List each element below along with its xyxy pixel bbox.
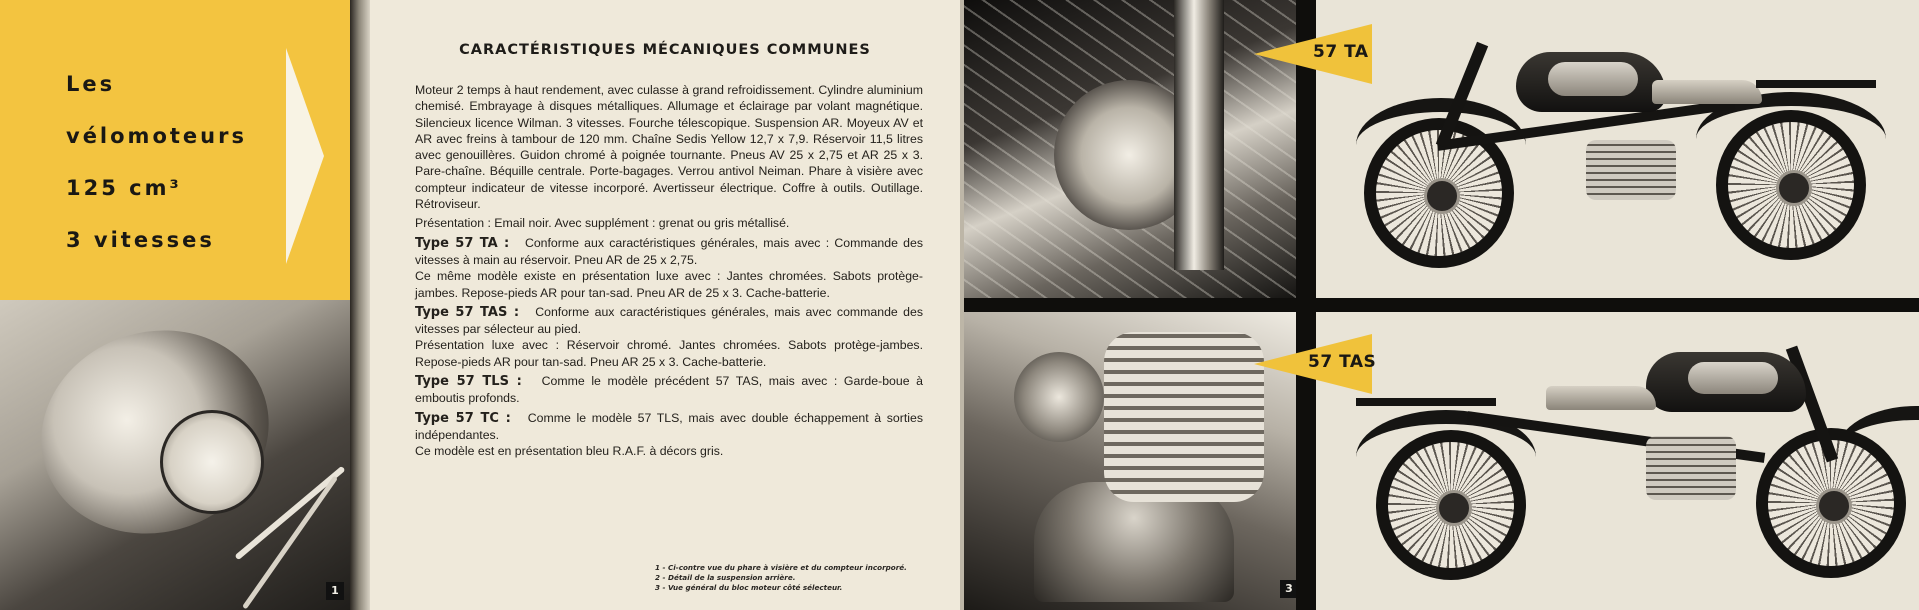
rear-wheel-shape [1716, 110, 1866, 260]
cover-panel [0, 0, 350, 610]
spec-text [415, 82, 923, 463]
intro-paragraph: Moteur 2 temps à haut rendement, avec culasse à grand refroidissement. Cylindre aluminium chemisé. Embrayage à disques métalliques. Allumage et éclairage par volant magnétique. Silencieux licence Wilman. 3 vitesses. Fourche télescopique. Suspension AR. Moyeux AV et AR avec freins à tambour de 120 mm. Chaîne Sedis Yellow 12,7 x 7,9. Réservoir 11,5 litres avec genouillères. Guidon chromé à poignée tournante. Pneus AV 25 x 2,75 et AR 25 x 3. Pare-chaîne. Béquille centrale. Porte-bagages. Verrou antivol Neiman. Phare à visière avec compteur indicateur de vitesse incorporé. Avertisseur électrique. Coffre à outils. Outillage. Rétroviseur. [415, 83, 923, 212]
caption-line: 3 - Vue général du bloc moteur côté sélecteur. [655, 583, 843, 592]
type-paragraph [415, 304, 923, 370]
type-text: Comme le modèle précédent 57 TAS, mais avec : Garde-boue à emboutis profonds. [415, 374, 923, 406]
cover-yellow-block [0, 0, 350, 300]
carburetor-shape [1014, 352, 1104, 442]
seat-shape [1652, 80, 1762, 104]
luggage-rack-shape [1356, 398, 1496, 406]
tank-panel-shape [1548, 62, 1638, 96]
seat-shape [1546, 386, 1656, 410]
type-extra: Ce même modèle existe en présentation luxe avec : Jantes chromées. Sabots protège-jambes. Repose-pieds AR pour tan-sad. Pneu AR de 25 x 3. Cache-batterie. [415, 269, 923, 300]
engine-shape [1646, 436, 1736, 500]
model-label-top: 57 TA [1313, 42, 1369, 62]
headline-line-3: 125 cm³ [66, 176, 182, 200]
photo-divider [964, 298, 1919, 312]
photo-number-badge: 1 [326, 582, 344, 600]
cover-arrow-icon [286, 48, 324, 264]
type-extra: Présentation luxe avec : Réservoir chromé. Jantes chromées. Sabots protège-jambes. Repose-pieds AR pour tan-sad. Pneu AR 25 x 3. Cache-batterie. [415, 338, 923, 369]
engine-shape [1586, 140, 1676, 200]
speedometer-shape [160, 410, 264, 514]
type-label: Type 57 TAS : [415, 304, 520, 320]
presentation-paragraph: Présentation : Email noir. Avec supplément : grenat ou gris métallisé. [415, 216, 790, 231]
headline-line-4: 3 vitesses [66, 228, 215, 252]
tank-panel-shape [1688, 362, 1778, 394]
page-fold [350, 0, 370, 610]
shock-absorber-shape [1174, 0, 1224, 270]
caption-line: 1 - Ci-contre vue du phare à visière et du compteur incorporé. [655, 563, 907, 572]
photo-model-57-tas [1316, 312, 1919, 610]
type-text: Conforme aux caractéristiques générales, mais avec : Commande des vitesses à main au réservoir. Pneu AR de 25 x 2,75. [415, 235, 923, 267]
type-label: Type 57 TA : [415, 235, 510, 251]
type-label: Type 57 TLS : [415, 374, 522, 390]
caption-line: 2 - Détail de la suspension arrière. [655, 573, 796, 582]
photo-number-badge: 3 [1280, 580, 1296, 598]
text-page [370, 0, 960, 610]
page-title: CARACTÉRISTIQUES MÉCANIQUES COMMUNES [459, 42, 871, 58]
cover-headline [66, 58, 247, 266]
rear-wheel-shape [1376, 430, 1526, 580]
type-paragraph [415, 373, 923, 407]
photo-rear-suspension [964, 0, 1296, 298]
model-label-bottom: 57 TAS [1308, 352, 1377, 372]
luggage-rack-shape [1756, 80, 1876, 88]
headline-line-1: Les [66, 72, 116, 96]
type-paragraph [415, 410, 923, 460]
photo-engine-block [964, 312, 1296, 610]
photo-headlamp [0, 300, 350, 610]
photo-model-57-ta [1316, 0, 1919, 298]
type-label: Type 57 TC : [415, 410, 511, 426]
photo-captions [655, 563, 955, 593]
headline-line-2: vélomoteurs [66, 124, 247, 148]
type-extra: Ce modèle est en présentation bleu R.A.F. à décors gris. [415, 444, 724, 459]
type-text: Comme le modèle 57 TLS, mais avec double échappement à sorties indépendantes. [415, 410, 924, 442]
type-paragraph [415, 235, 923, 301]
type-text: Conforme aux caractéristiques générales, mais avec commande des vitesses par sélecteur au pied. [415, 304, 923, 337]
cylinder-fins-shape [1104, 332, 1264, 502]
